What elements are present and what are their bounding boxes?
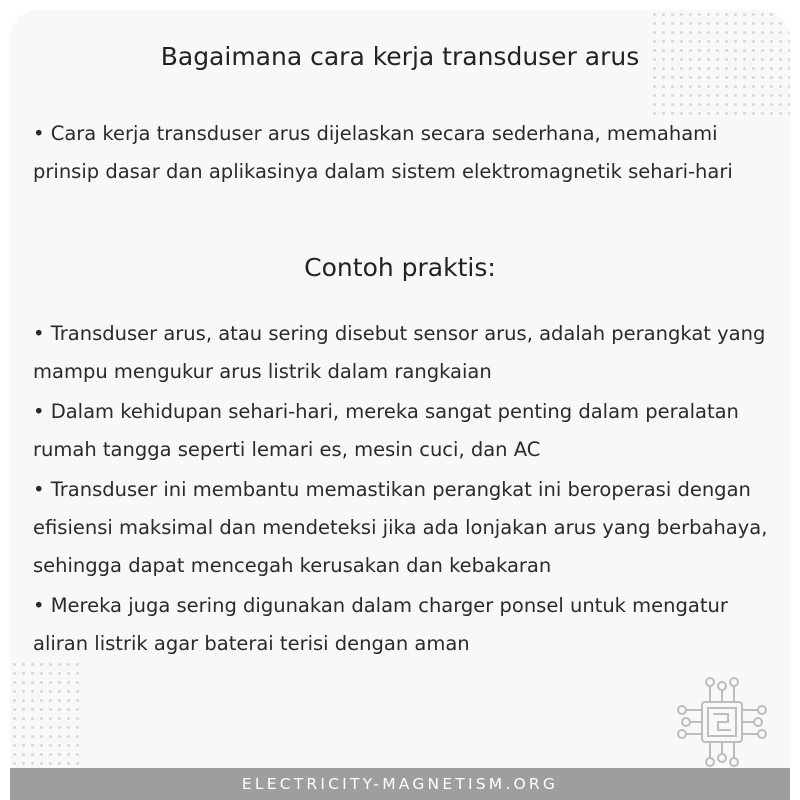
page-title: Bagaimana cara kerja transduser arus xyxy=(160,42,640,71)
dot-pattern-bottom-left xyxy=(10,660,80,770)
list-item: • Transduser arus, atau sering disebut sensor arus, adalah perangkat yang mampu mengukur arus listrik dalam rangkaian xyxy=(33,322,766,383)
circuit-chip-icon xyxy=(672,672,772,772)
footer-site-name: ELECTRICITY-MAGNETISM.ORG xyxy=(10,768,790,800)
section-subtitle: Contoh praktis: xyxy=(304,253,496,282)
list-item: • Dalam kehidupan sehari-hari, mereka sangat penting dalam peralatan rumah tangga seperti lemari es, mesin cuci, dan AC xyxy=(33,400,739,461)
list-item: • Mereka juga sering digunakan dalam charger ponsel untuk mengatur aliran listrik agar baterai terisi dengan aman xyxy=(33,594,728,655)
list-item: • Transduser ini membantu memastikan perangkat ini beroperasi dengan efisiensi maksimal dan mendeteksi jika ada lonjakan arus yang berbahaya, sehingga dapat mencegah kerusakan dan kebakaran xyxy=(33,478,768,577)
intro-paragraph: • Cara kerja transduser arus dijelaskan secara sederhana, memahami prinsip dasar dan aplikasinya dalam sistem elektromagnetik sehari-hari xyxy=(33,122,733,183)
example-list xyxy=(33,315,773,665)
